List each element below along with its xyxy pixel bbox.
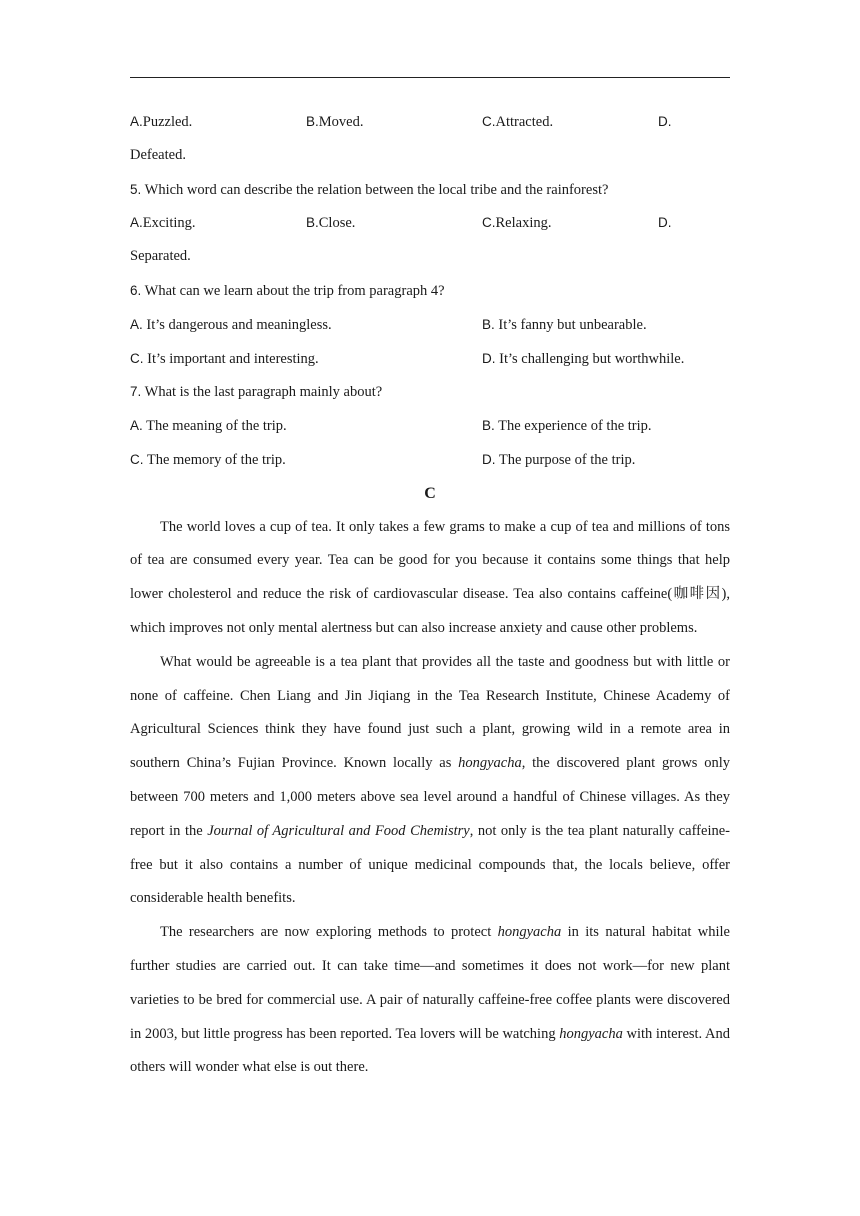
q6-option-d: D. It’s challenging but worthwhile.: [482, 350, 685, 367]
passage-paragraph-2: What would be agreeable is a tea plant that provides all the taste and goodness but with little or none of caffeine. Chen Liang and Jin Jiqiang in the Tea Research Institute, Chinese Academy of Agricultural Sciences think they have found just such a plant, growing wild in a remote area in southern China’s Fujian Province. Known locally as hongyacha, the discovered plant grows only between 700 meters and 1,000 meters above sea level around a handful of Chinese villages. As they report in the Journal of Agricultural and Food Chemistry, not only is the tea plant naturally caffeine-free but it also contains a number of unique medicinal compounds that, the locals believe, offer considerable health benefits.: [130, 653, 730, 907]
passage-paragraph-1: The world loves a cup of tea. It only takes a few grams to make a cup of tea and millions of tons of tea are consumed every year. Tea can be good for you because it contains some things that help lower cholesterol and reduce the risk of cardiovascular disease. Tea also contains caffeine(咖啡因), which improves not only mental alertness but can also increase anxiety and cause other problems.: [130, 518, 730, 636]
q4-options: [130, 105, 730, 139]
q5-option-a: A.Exciting.: [130, 215, 196, 232]
q4-option-a: A.Puzzled.: [130, 114, 193, 130]
q5-option-d-text: Separated.: [130, 248, 191, 265]
q7-question: 7. What is the last paragraph mainly about?: [130, 384, 383, 401]
q4-option-b: B.Moved.: [306, 114, 364, 130]
q5-option-d-letter: D.: [658, 215, 672, 231]
q7-options-row2: [130, 443, 730, 477]
q4-option-c: C.Attracted.: [482, 114, 554, 130]
q7-option-b: B. The experience of the trip.: [482, 418, 652, 435]
q6-options-row2: [130, 342, 730, 376]
q5-options: [130, 206, 730, 240]
passage-paragraph-3: The researchers are now exploring methods to protect hongyacha in its natural habitat while further studies are carried out. It can take time—and sometimes it does not work—for new plant varieties to be bred for commercial use. A pair of naturally caffeine-free coffee plants were discovered in 2003, but little progress has been reported. Tea lovers will be watching hongyacha with interest. And others will wonder what else is out there.: [130, 924, 730, 1076]
q5-option-b: B.Close.: [306, 215, 356, 232]
q6-option-a: A. It’s dangerous and meaningless.: [130, 316, 332, 333]
q6-option-c: C. It’s important and interesting.: [130, 350, 319, 367]
q4-option-d-letter: D.: [658, 114, 672, 129]
q7-option-d: D. The purpose of the trip.: [482, 451, 636, 468]
q7-option-c: C. The memory of the trip.: [130, 451, 286, 468]
page-content: [130, 105, 730, 1085]
q7-options-row1: [130, 409, 730, 443]
q5-question: 5. Which word can describe the relation between the local tribe and the rainforest?: [130, 181, 609, 198]
q6-option-b: B. It’s fanny but unbearable.: [482, 316, 647, 333]
q4-option-d-text: Defeated.: [130, 146, 186, 163]
q5-option-c: C.Relaxing.: [482, 215, 552, 232]
q7-option-a: A. The meaning of the trip.: [130, 418, 287, 435]
header-rule: [130, 77, 730, 78]
q6-options-row1: [130, 308, 730, 342]
q6-question: 6. What can we learn about the trip from paragraph 4?: [130, 282, 445, 299]
section-title: C: [424, 484, 436, 502]
